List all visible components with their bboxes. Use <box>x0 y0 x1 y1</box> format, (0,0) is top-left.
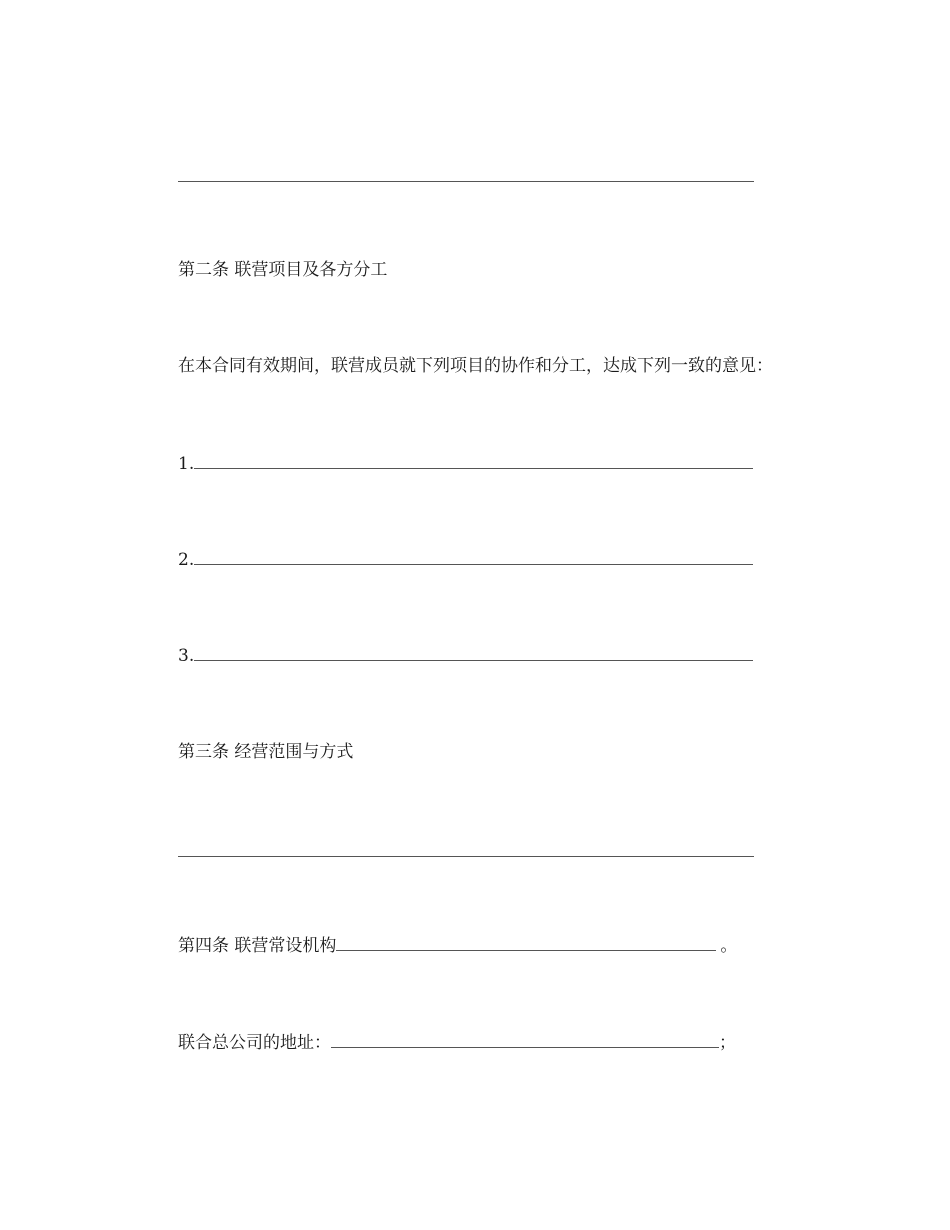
blank-line-top <box>178 181 754 182</box>
item-1-number: 1. <box>178 454 195 474</box>
address-label: 联合总公司的地址： <box>178 1033 331 1053</box>
item-3-blank[interactable] <box>194 646 753 661</box>
article4-end-mark: 。 <box>720 936 738 956</box>
article4-line <box>178 934 737 958</box>
item-3 <box>178 644 753 668</box>
address-line <box>178 1031 736 1055</box>
item-2-number: 2. <box>178 550 195 570</box>
item-1-blank[interactable] <box>194 454 753 469</box>
address-blank[interactable] <box>331 1033 719 1048</box>
item-3-number: 3. <box>178 646 195 666</box>
item-2-blank[interactable] <box>194 550 753 565</box>
article4-blank[interactable] <box>336 936 716 951</box>
article2-heading: 第二条 联营项目及各方分工 <box>178 260 388 280</box>
article3-blank-line[interactable] <box>178 856 754 857</box>
article3-heading: 第三条 经营范围与方式 <box>178 742 354 762</box>
item-2 <box>178 548 753 572</box>
item-1 <box>178 452 753 476</box>
article2-intro: 在本合同有效期间，联营成员就下列项目的协作和分工，达成下列一致的意见： <box>178 356 773 376</box>
address-end-mark: ； <box>719 1033 736 1053</box>
article4-label: 第四条 联营常设机构 <box>178 936 337 956</box>
